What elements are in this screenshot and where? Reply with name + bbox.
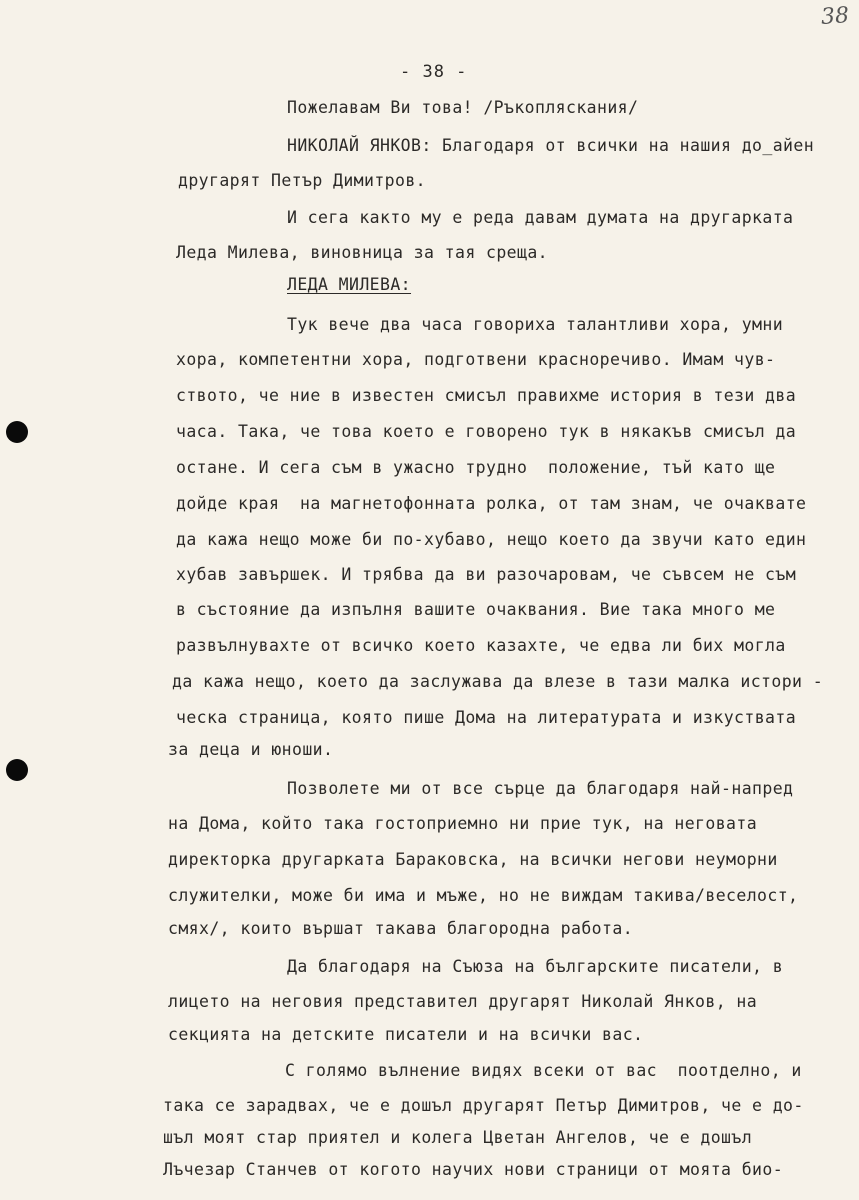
text-line: на Дома, който така гостоприемно ни прие тук, на неговата	[168, 814, 758, 833]
text-line: остане. И сега съм в ужасно трудно положение, тъй като ще	[176, 458, 776, 477]
text-line: Тук вече два часа говориха талантливи хора, умни	[287, 315, 784, 334]
text-line: директорка другарката Бараковска, на всички негови неуморни	[168, 850, 778, 869]
text-line: смях/, които вършат такава благородна работа.	[168, 919, 634, 938]
text-line: в състояние да изпълня вашите очаквания. Вие така много ме	[176, 600, 776, 619]
text-line: И сега както му е реда давам думата на другарката	[287, 208, 794, 227]
text-line: развълнувахте от всичко което казахте, че едва ли бих могла	[176, 636, 786, 655]
text-line: да кажа нещо, което да заслужава да влезе в тази малка истори -	[172, 672, 824, 691]
punch-hole-upper	[6, 421, 28, 443]
text-line: служителки, може би има и мъже, но не виждам такива/веселост,	[168, 886, 799, 905]
text-line: часа. Така, че това което е говорено тук в някакъв смисъл да	[176, 422, 797, 441]
text-line: за деца и юноши.	[168, 740, 334, 759]
text-line: Да благодаря на Съюза на българските писатели, в	[287, 957, 784, 976]
text-line: така се зарадвах, че е дошъл другарят Петър Димитров, че е до-	[163, 1096, 804, 1115]
text-line: ството, че ние в известен смисъл правихме история в тези два	[176, 386, 797, 405]
text-line: Лъчезар Станчев от когото научих нови страници от моята био-	[163, 1160, 784, 1179]
text-line: Позволете ми от все сърце да благодаря най-напред	[287, 779, 794, 798]
handwritten-page-number: 38	[820, 3, 850, 30]
text-line: лицето на неговия представител другарят Николай Янков, на	[168, 992, 758, 1011]
text-line: дойде края на магнетофонната ролка, от там знам, че очаквате	[176, 494, 807, 513]
text-line: другарят Петър Димитров.	[178, 171, 427, 190]
page-number: - 38 -	[400, 62, 468, 82]
text-line: секцията на детските писатели и на всички вас.	[168, 1025, 644, 1044]
text-line: хубав завършек. И трябва да ви разочаровам, че съвсем не съм	[176, 565, 797, 584]
punch-hole-lower	[6, 759, 28, 781]
speaker-heading: ЛЕДА МИЛЕВА:	[287, 275, 412, 294]
text-line: хора, компетентни хора, подготвени красноречиво. Имам чув-	[176, 350, 776, 369]
text-line: да кажа нещо може би по-хубаво, нещо което да звучи като един	[176, 530, 807, 549]
text-line: шъл моят стар приятел и колега Цветан Ангелов, че е дошъл	[163, 1128, 753, 1147]
text-line: С голямо вълнение видях всеки от вас поотделно, и	[285, 1061, 802, 1080]
text-line: НИКОЛАЙ ЯНКОВ: Благодаря от всички на нашия до_айен	[287, 136, 815, 155]
text-line: Пожелавам Ви това! /Ръкопляскания/	[287, 98, 639, 117]
text-line: Леда Милева, виновница за тая среща.	[176, 243, 549, 262]
text-line: ческа страница, която пише Дома на литературата и изкуствата	[176, 708, 797, 727]
